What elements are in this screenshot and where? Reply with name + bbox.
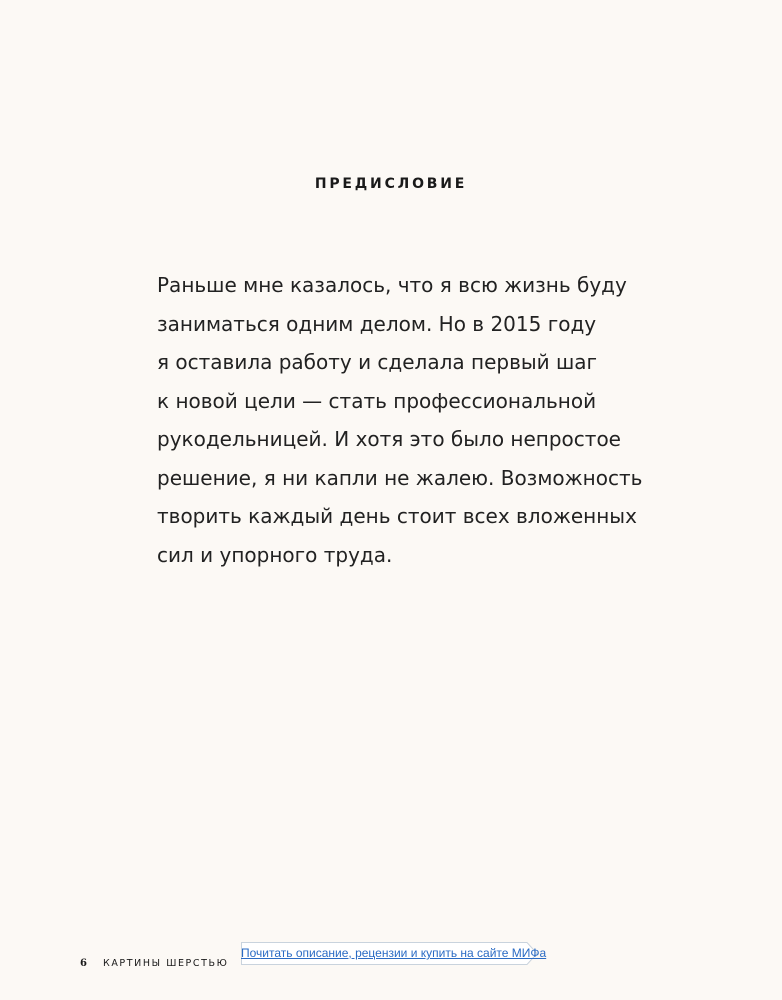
paragraph-line: я оставила работу и сделала первый шаг — [157, 350, 598, 374]
paragraph-line: к новой цели — стать профессиональной — [157, 388, 597, 413]
page-number: 6 — [80, 957, 87, 969]
paragraph-line: заниматься одним делом. Но в 2015 году — [157, 311, 597, 336]
paragraph-line: решение, я ни капли не жалею. Возможность — [157, 465, 643, 490]
chapter-heading: ПРЕДИСЛОВИЕ — [314, 176, 468, 192]
paragraph-line: творить каждый день стоит всех вложенных — [157, 504, 637, 528]
paragraph-line: Раньше мне казалось, что я всю жизнь буду — [157, 273, 627, 297]
page-footer — [80, 955, 229, 971]
promo-banner — [241, 942, 547, 965]
paragraph-line: сил и упорного труда. — [157, 542, 393, 567]
paragraph-line: рукодельницей. И хотя это было непростое — [157, 427, 621, 451]
running-title: КАРТИНЫ ШЕРСТЬЮ — [102, 957, 229, 969]
body-paragraph — [157, 266, 643, 574]
buy-on-mif-link[interactable]: Почитать описание, рецензии и купить на сайте МИФа — [241, 946, 547, 960]
